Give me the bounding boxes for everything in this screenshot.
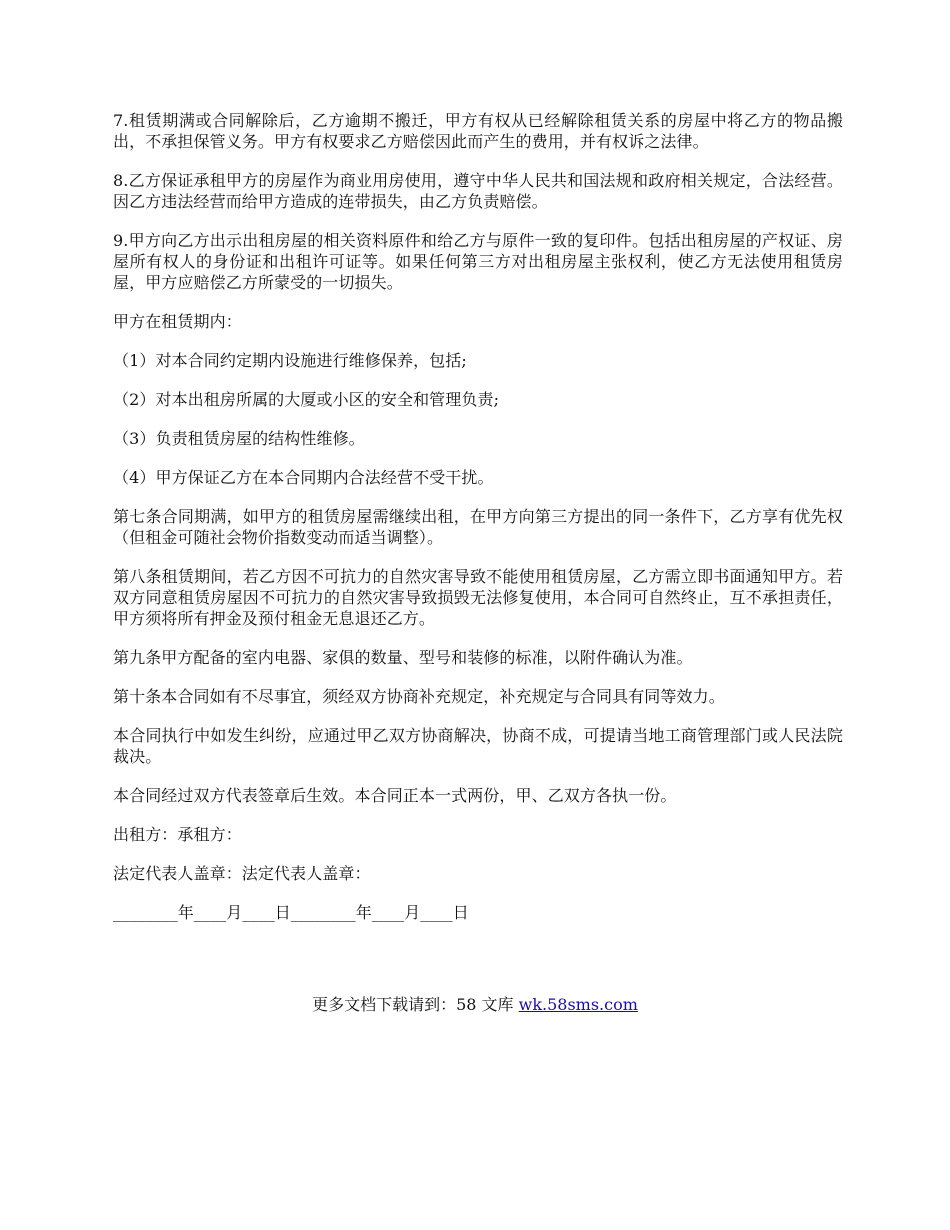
article-7: 第七条合同期满，如甲方的租赁房屋需继续出租，在甲方向第三方提出的同一条件下，乙方享有优先权（但租金可随社会物价指数变动而适当调整）。 xyxy=(113,507,843,547)
duty-item-2: （2）对本出租房所属的大厦或小区的安全和管理负责; xyxy=(113,390,500,409)
footer xyxy=(0,994,950,1015)
parties-line: 出租方：承租方： xyxy=(113,825,242,844)
effect-clause: 本合同经过双方代表签章后生效。本合同正本一式两份，甲、乙双方各执一份。 xyxy=(113,786,677,805)
seal-line: 法定代表人盖章：法定代表人盖章： xyxy=(113,864,371,883)
clause-8: 8.乙方保证承租甲方的房屋作为商业用房使用，遵守中华人民共和国法规和政府相关规定，合法经营。因乙方违法经营而给甲方造成的连带损失，由乙方负责赔偿。 xyxy=(113,171,843,211)
duty-item-3: （3）负责租赁房屋的结构性维修。 xyxy=(113,429,365,448)
article-9: 第九条甲方配备的室内电器、家俱的数量、型号和装修的标准，以附件确认为准。 xyxy=(113,648,693,667)
lessor-duties-heading: 甲方在租赁期内： xyxy=(113,312,242,331)
article-8: 第八条租赁期间，若乙方因不可抗力的自然灾害导致不能使用租赁房屋，乙方需立即书面通知甲方。若双方同意租赁房屋因不可抗力的自然灾害导致损毁无法修复使用，本合同可自然终止，互不承担责任，甲方须将所有押金及预付租金无息退还乙方。 xyxy=(113,567,843,628)
footer-text: 更多文档下载请到：58 文库 xyxy=(312,995,519,1014)
dispute-clause: 本合同执行中如发生纠纷，应通过甲乙双方协商解决，协商不成，可提请当地工商管理部门或人民法院裁决。 xyxy=(113,726,843,766)
clause-9: 9.甲方向乙方出示出租房屋的相关资料原件和给乙方与原件一致的复印件。包括出租房屋的产权证、房屋所有权人的身份证和出租许可证等。如果任何第三方对出租房屋主张权利，使乙方无法使用租赁房屋，甲方应赔偿乙方所蒙受的一切损失。 xyxy=(113,231,843,292)
duty-item-4: （4）甲方保证乙方在本合同期内合法经营不受干扰。 xyxy=(113,468,494,487)
document-body xyxy=(113,110,843,941)
date-line: ________年____月____日________年____月____日 xyxy=(113,903,469,922)
clause-7: 7.租赁期满或合同解除后，乙方逾期不搬迁，甲方有权从已经解除租赁关系的房屋中将乙方的物品搬出，不承担保管义务。甲方有权要求乙方赔偿因此而产生的费用，并有权诉之法律。 xyxy=(113,111,843,151)
article-10: 第十条本合同如有不尽事宜，须经双方协商补充规定，补充规定与合同具有同等效力。 xyxy=(113,687,725,706)
duty-item-1: （1）对本合同约定期内设施进行维修保养，包括; xyxy=(113,351,467,370)
footer-link[interactable]: wk.58sms.com xyxy=(518,995,638,1014)
